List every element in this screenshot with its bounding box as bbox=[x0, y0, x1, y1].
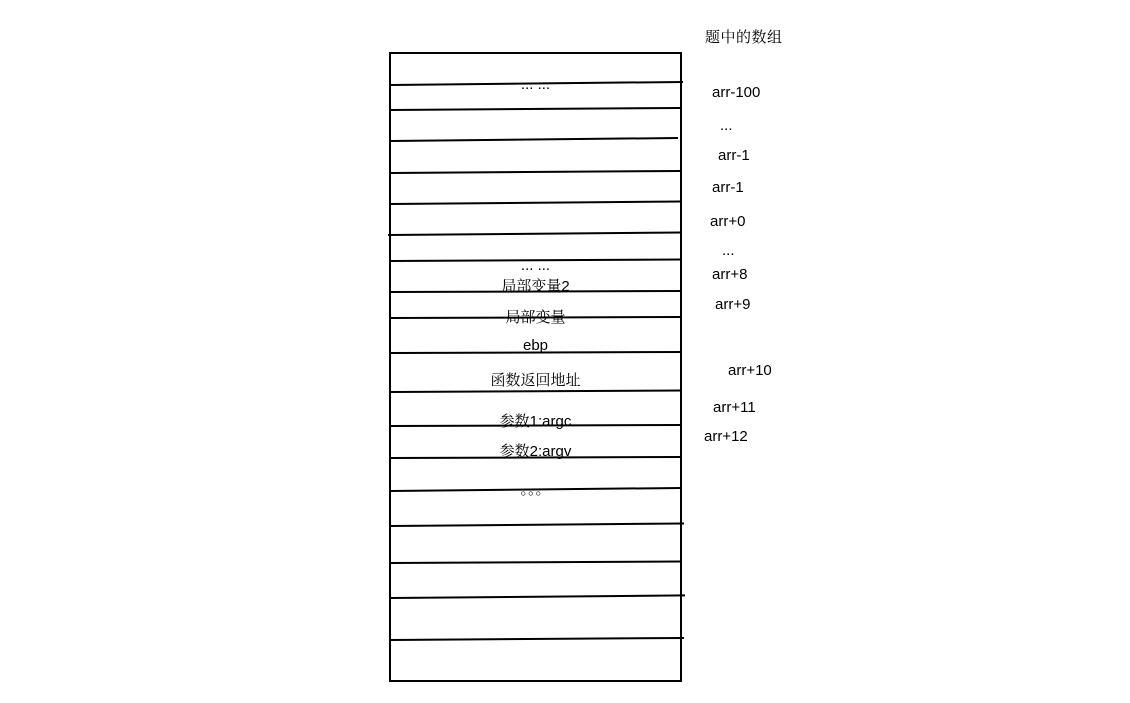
address-label: arr+9 bbox=[715, 296, 751, 313]
stack-cell: ... ... bbox=[520, 257, 551, 274]
address-label: arr+8 bbox=[712, 266, 748, 283]
stack-cell: 函数返回地址 bbox=[490, 372, 581, 389]
stack-cell: 局部变量2 bbox=[501, 278, 570, 295]
address-label: ... bbox=[722, 242, 735, 259]
address-label: arr-1 bbox=[718, 147, 750, 164]
address-label: arr+12 bbox=[704, 428, 748, 445]
address-label: arr+0 bbox=[710, 213, 746, 230]
diagram-title: 题中的数组 bbox=[705, 29, 783, 46]
address-label: arr-100 bbox=[712, 84, 761, 101]
stack-cell: 参数2:argv bbox=[499, 443, 572, 460]
address-label: arr+11 bbox=[713, 399, 756, 416]
stack-cell: ebp bbox=[522, 337, 549, 354]
stack-cell: 参数1:argc bbox=[499, 413, 572, 430]
address-label: ... bbox=[720, 117, 733, 134]
stack-frame-box bbox=[389, 52, 682, 682]
stack-cell: ... ... bbox=[520, 76, 551, 93]
address-label: arr-1 bbox=[712, 179, 744, 196]
stack-cell: 。。。 bbox=[520, 481, 551, 498]
stack-cell: 局部变量 bbox=[505, 309, 566, 326]
address-label: arr+10 bbox=[728, 362, 772, 379]
